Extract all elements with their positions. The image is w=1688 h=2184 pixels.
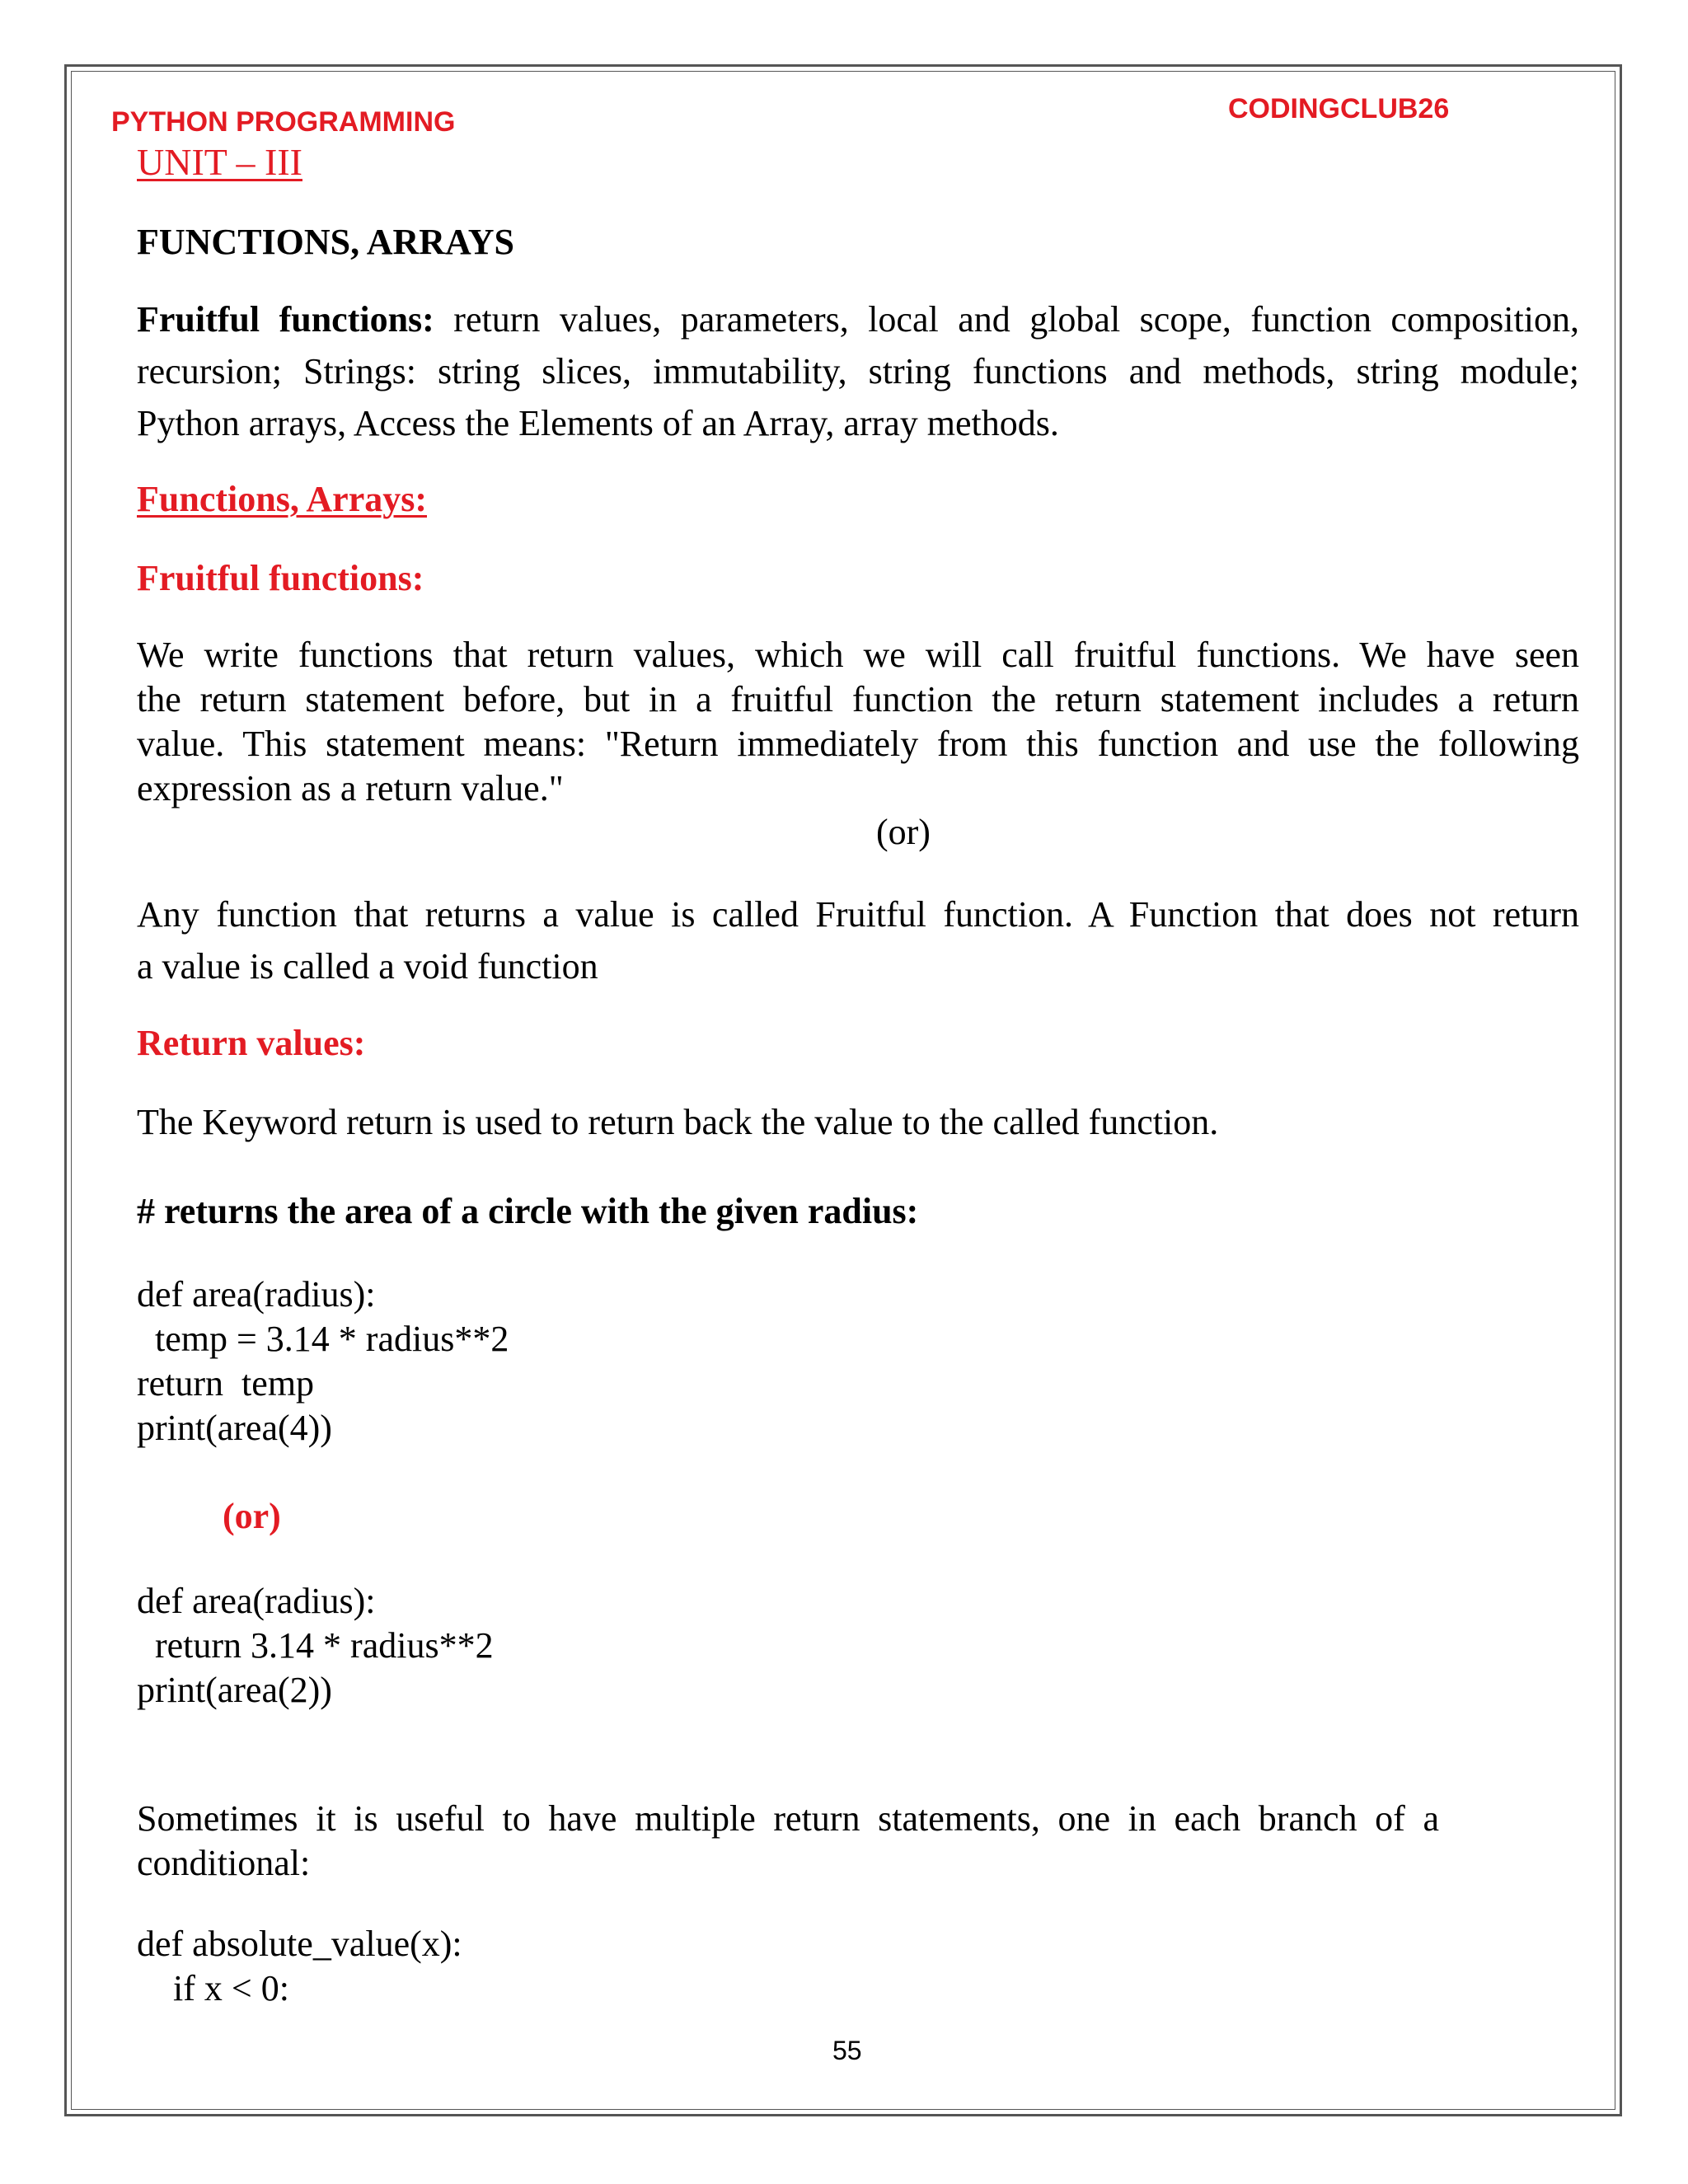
text-line: conditional: [137, 1843, 311, 1883]
syllabus-line-1: Fruitful functions: return values, parameters, local and global scope, function composition, [137, 299, 1579, 340]
text-line: Any function that returns a value is called Fruitful function. A Function that does not return [137, 894, 1579, 935]
code-line: temp = 3.14 * radius**2 [137, 1319, 509, 1359]
fruitful-paragraph-2 [137, 888, 1579, 992]
or-separator: (or) [876, 812, 931, 852]
text-line: Sometimes it is useful to have multiple return statements, one in each branch of a [137, 1798, 1439, 1839]
syllabus-line-2: recursion; Strings: string slices, immutability, string functions and methods, string module; [137, 351, 1579, 391]
unit-title: UNIT – III [137, 141, 302, 183]
section-title: Functions, Arrays: [137, 479, 427, 519]
syllabus-lead: Fruitful functions: [137, 299, 434, 340]
code-line: def absolute_value(x): [137, 1924, 462, 1964]
text-line: value. This statement means: "Return immediately from this function and use the following [137, 724, 1579, 764]
code-line: print(area(2)) [137, 1670, 332, 1710]
fruitful-heading: Fruitful functions: [137, 558, 424, 598]
code-line: return 3.14 * radius**2 [137, 1625, 494, 1666]
code-comment: # returns the area of a circle with the given radius: [137, 1191, 919, 1231]
multi-return-paragraph [137, 1797, 1439, 1886]
code-block-1 [137, 1272, 509, 1451]
text-line: We write functions that return values, which we will call fruitful functions. We have seen [137, 635, 1579, 675]
main-title: FUNCTIONS, ARRAYS [137, 222, 515, 262]
header-course-title: PYTHON PROGRAMMING [111, 106, 456, 138]
syllabus-line-3: Python arrays, Access the Elements of an Array, array methods. [137, 403, 1059, 443]
text-line: a value is called a void function [137, 946, 598, 987]
header-club-name: CODINGCLUB26 [1228, 93, 1450, 124]
code-block-2 [137, 1579, 494, 1713]
code-line: print(area(4)) [137, 1408, 332, 1448]
text-line: expression as a return value." [137, 768, 564, 808]
code-line: return temp [137, 1363, 315, 1404]
return-values-heading: Return values: [137, 1023, 366, 1063]
syllabus-paragraph [137, 293, 1579, 449]
code-line: if x < 0: [137, 1968, 289, 2008]
or-separator-red: (or) [223, 1496, 281, 1536]
code-line: def area(radius): [137, 1274, 376, 1315]
code-line: def area(radius): [137, 1581, 376, 1621]
code-block-3 [137, 1922, 462, 2011]
page-number: 55 [832, 2036, 862, 2065]
fruitful-paragraph-1 [137, 633, 1579, 811]
return-keyword-text: The Keyword return is used to return back the value to the called function. [137, 1102, 1219, 1142]
text-line: the return statement before, but in a fruitful function the return statement includes a return [137, 679, 1579, 719]
